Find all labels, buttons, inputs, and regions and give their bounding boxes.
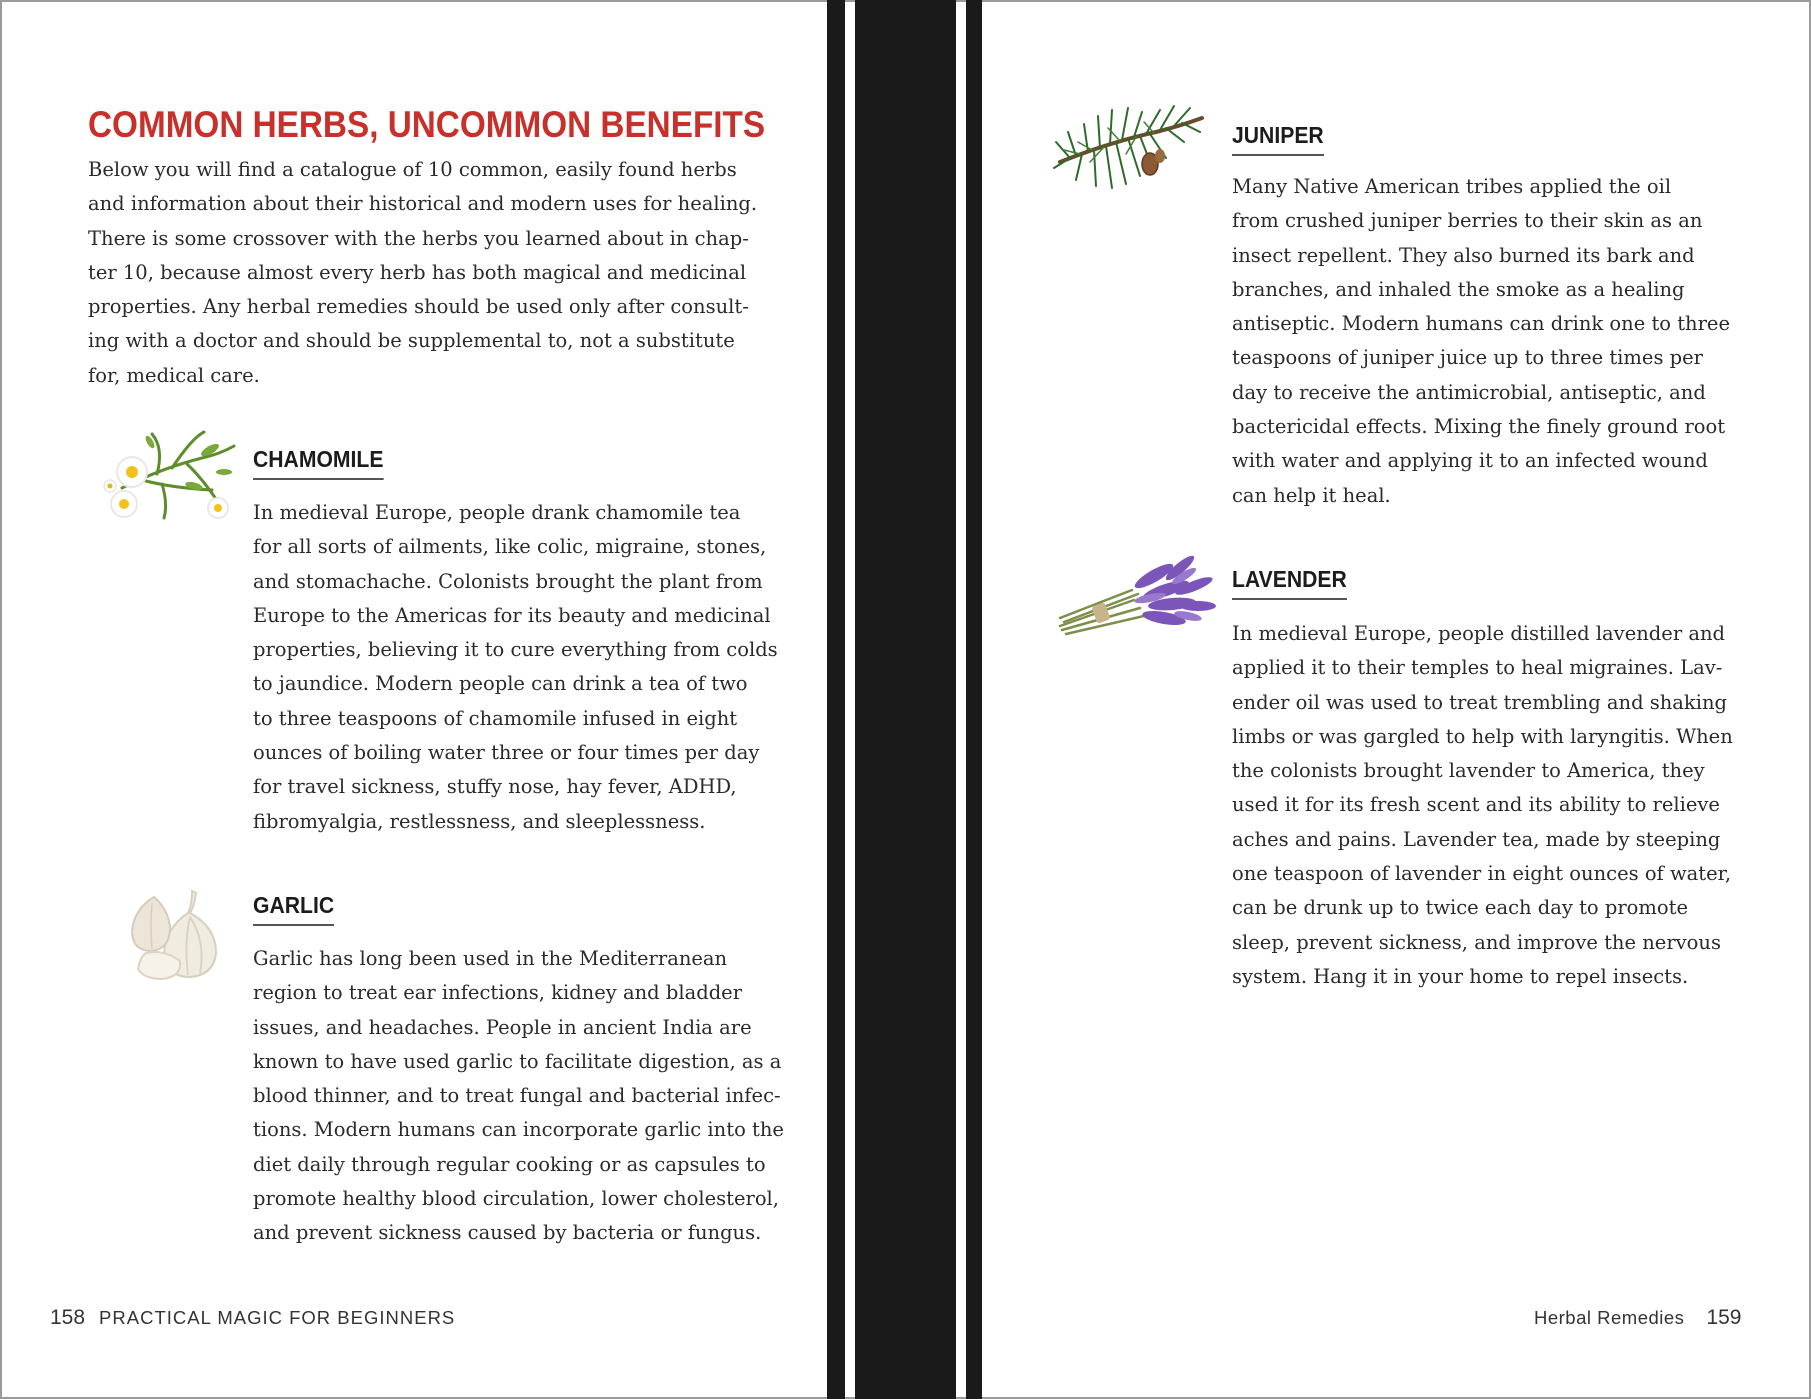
lavender-description: In medieval Europe, people distilled lavender and applied it to their temples to heal migraines. Lav- ender oil was used to treat trembling and shaking limbs or was gargled to help with laryngitis. When the colonists brought lavender to America, they used it for its fresh scent and its ability to relieve aches and pains. Lavender tea, made by steeping one teaspoon of lavender in eight ounces of water, can be drunk up to twice each day to promote sleep, prevent sickness, and improve the nervous system. Hang it in your home to repel insects. (1232, 622, 1733, 988)
garlic-description: Garlic has long been used in the Mediterranean region to treat ear infections, kidney and bladder issues, and headaches. People in ancient India are known to have used garlic to facilitate digestion, as a blood thinner, and to treat fungal and bacterial infec- tions. Modern humans can incorporate garlic into the diet daily through regular cooking or as capsules to promote healthy blood circulation, lower cholesterol, and prevent sickness caused by bacteria or fungus. (253, 947, 784, 1245)
juniper-icon (1050, 102, 1206, 198)
chamomile-description: In medieval Europe, people drank chamomile tea for all sorts of ailments, like colic, migraine, stones, and stomachache. Colonists brought the plant from Europe to the Americas for its beauty and medicinal properties, believing it to cure everything from colds to jaundice. Modern people can drink a tea of two to three teaspoons of chamomile infused in eight ounces of boiling water three or four times per day for travel sickness, stuffy nose, hay fever, ADHD, fibromyalgia, restlessness, and sleeplessness. (253, 501, 778, 833)
herb-heading-juniper: JUNIPER (1232, 122, 1324, 156)
garlic-icon (124, 887, 234, 983)
intro-paragraph: Below you will find a catalogue of 10 common, easily found herbs and information about their historical and modern uses for healing. There is some crossover with the herbs you learned about in chap- ter 10, because almost every herb has both magical and medicinal properties. Any herbal remedies should be used only after consult- ing with a doctor and should be supplemental to, not a substitute for, medical care. (88, 158, 758, 387)
section-title: Herbal Remedies (1534, 1307, 1685, 1328)
page-number: 159 (1706, 1306, 1742, 1329)
footer-right (1534, 1306, 1741, 1330)
juniper-description: Many Native American tribes applied the oil from crushed juniper berries to their skin as an insect repellent. They also burned its bark and branches, and inhaled the smoke as a healing antiseptic. Modern humans can drink one to three teaspoons of juniper juice up to three times per day to receive the antimicrobial, antiseptic, and bactericidal effects. Mixing the finely ground root with water and applying it to an infected wound can help it heal. (1232, 175, 1731, 507)
chamomile-icon (102, 428, 238, 520)
page-title: COMMON HERBS, UNCOMMON BENEFITS (88, 104, 766, 145)
book-title: PRACTICAL MAGIC FOR BEGINNERS (99, 1307, 456, 1328)
herb-heading-chamomile: CHAMOMILE (253, 446, 383, 480)
lavender-icon (1054, 546, 1220, 638)
gutter-stripe (966, 0, 982, 1399)
herb-heading-lavender: LAVENDER (1232, 566, 1347, 600)
footer-left (50, 1306, 455, 1330)
herb-heading-garlic: GARLIC (253, 892, 334, 926)
gutter-band (855, 0, 956, 1399)
page-number: 158 (50, 1306, 86, 1329)
gutter-stripe (827, 0, 845, 1399)
